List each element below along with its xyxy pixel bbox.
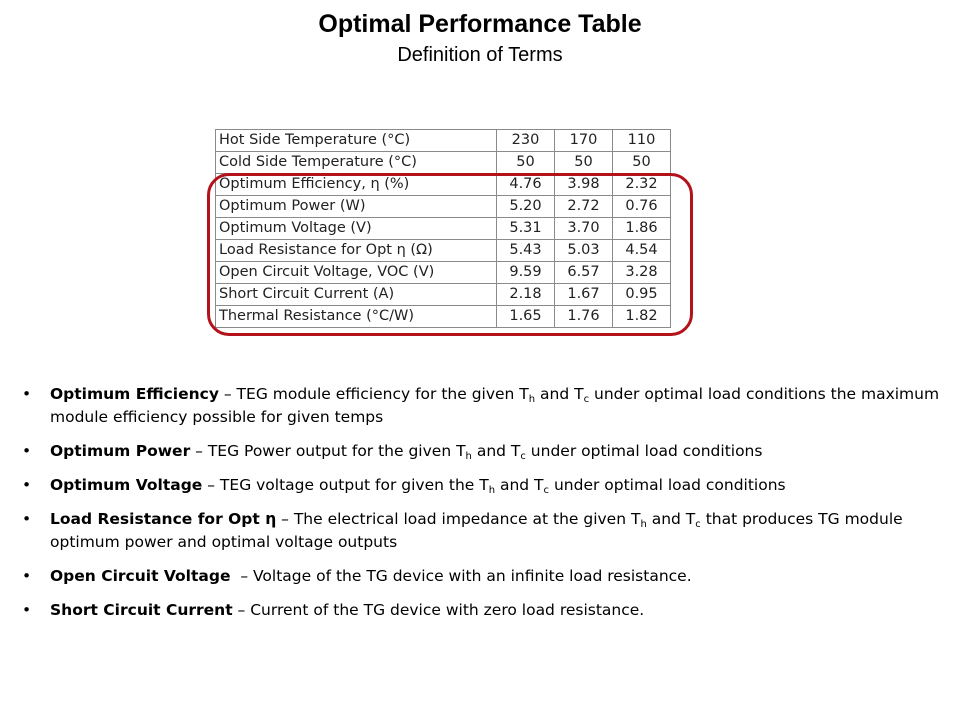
table-row	[216, 130, 671, 152]
definition-text: – TEG voltage output for given the T	[202, 476, 489, 494]
table-cell: 1.86	[613, 218, 671, 240]
table-cell: 6.57	[555, 262, 613, 284]
definition-text: – The electrical load impedance at the given T	[276, 510, 641, 528]
table-cell: 110	[613, 130, 671, 152]
bullet-dot-icon: •	[22, 567, 32, 585]
table-cell: 170	[555, 130, 613, 152]
table-cell: 1.65	[497, 306, 555, 328]
definition-text: under optimal load conditions the maximum module efficiency possible for given temps	[50, 385, 940, 426]
bullet-dot-icon: •	[22, 601, 32, 619]
definition-term: Optimum Voltage	[50, 476, 203, 494]
page-subtitle: Definition of Terms	[397, 44, 563, 66]
table-cell: 5.31	[497, 218, 555, 240]
row-label: Open Circuit Voltage, VOC (V)	[216, 262, 497, 284]
table-cell: 3.70	[555, 218, 613, 240]
row-label: Thermal Resistance (°C/W)	[216, 306, 497, 328]
table-cell: 2.72	[555, 196, 613, 218]
table-cell: 1.67	[555, 284, 613, 306]
definition-term: Optimum Efficiency	[50, 385, 219, 403]
subscript: c	[520, 451, 526, 462]
bullet-dot-icon: •	[22, 476, 32, 494]
definition-text: under optimal load conditions	[525, 442, 763, 460]
definition-text: and T	[495, 476, 544, 494]
subscript: h	[488, 485, 496, 496]
bullet-dot-icon: •	[22, 385, 32, 403]
table-cell: 230	[497, 130, 555, 152]
table-cell: 9.59	[497, 262, 555, 284]
definition-text: and T	[646, 510, 696, 528]
table-cell: 4.54	[613, 240, 671, 262]
list-item	[22, 383, 942, 429]
table-cell: 50	[613, 152, 671, 174]
definition-text: and T	[471, 442, 521, 460]
list-item	[22, 474, 942, 497]
table-cell: 2.18	[497, 284, 555, 306]
list-item	[22, 440, 942, 463]
table-row	[216, 152, 671, 174]
definition-text: and T	[535, 385, 584, 403]
table-cell: 3.98	[555, 174, 613, 196]
definitions-list	[22, 383, 942, 633]
table-cell: 0.76	[613, 196, 671, 218]
definition-text: – Voltage of the TG device with an infinite load resistance.	[230, 567, 692, 585]
definition-text: that produces TG module optimum power and optimal voltage outputs	[50, 510, 903, 551]
definition-term: Short Circuit Current	[50, 601, 233, 619]
bullet-dot-icon: •	[22, 510, 32, 528]
table-cell: 4.76	[497, 174, 555, 196]
row-label: Optimum Power (W)	[216, 196, 497, 218]
row-label: Hot Side Temperature (°C)	[216, 130, 497, 152]
table-cell: 0.95	[613, 284, 671, 306]
subscript: c	[543, 485, 550, 496]
subscript: h	[465, 451, 472, 462]
row-label: Optimum Efficiency, η (%)	[216, 174, 497, 196]
definition-text: under optimal load conditions	[549, 476, 786, 494]
list-item	[22, 565, 942, 588]
definition-term: Optimum Power	[50, 442, 191, 460]
row-label: Load Resistance for Opt η (Ω)	[216, 240, 497, 262]
row-label: Optimum Voltage (V)	[216, 218, 497, 240]
table-cell: 50	[555, 152, 613, 174]
list-item	[22, 599, 942, 622]
row-label: Cold Side Temperature (°C)	[216, 152, 497, 174]
table-cell: 3.28	[613, 262, 671, 284]
table-cell: 5.43	[497, 240, 555, 262]
table-cell: 1.76	[555, 306, 613, 328]
page-title: Optimal Performance Table	[318, 10, 642, 38]
definition-text: – Current of the TG device with zero load resistance.	[232, 601, 645, 619]
list-item	[22, 508, 942, 554]
definition-term: Open Circuit Voltage	[50, 567, 231, 585]
subscript: c	[583, 394, 590, 405]
definition-text: – TEG Power output for the given T	[190, 442, 466, 460]
table-cell: 5.03	[555, 240, 613, 262]
row-label: Short Circuit Current (A)	[216, 284, 497, 306]
bullet-dot-icon: •	[22, 442, 32, 460]
subscript: h	[640, 519, 647, 530]
table-cell: 50	[497, 152, 555, 174]
table-cell: 2.32	[613, 174, 671, 196]
definition-term: Load Resistance for Opt η	[50, 510, 277, 528]
subscript: h	[528, 394, 536, 405]
definition-text: – TEG module efficiency for the given T	[218, 385, 529, 403]
table-cell: 1.82	[613, 306, 671, 328]
table-cell: 5.20	[497, 196, 555, 218]
subscript: c	[695, 519, 701, 530]
highlight-ring	[207, 173, 693, 336]
